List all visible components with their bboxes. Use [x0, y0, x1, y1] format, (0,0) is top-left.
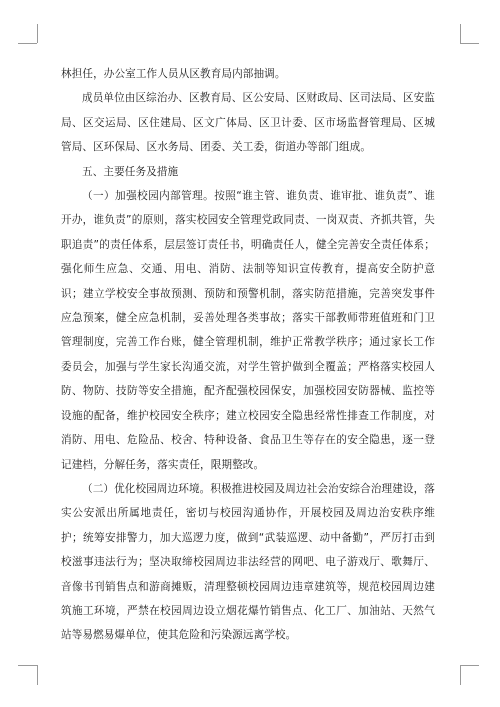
paragraph-continuation: 林担任，办公室工作人员从区教育局内部抽调。: [61, 68, 286, 80]
crop-mark-top-right: [460, 24, 461, 43]
crop-mark-top-right: [460, 43, 479, 44]
paragraph-surrounding-environment: （二）优化校园周边环境。积极推进校园及周边社会治安综合治理建设，落实公安派出所属地责任，密切与校园沟通协作，开展校园及周边治安秩序维护；统筹安排警力，加大巡逻力度，做到“武装巡逻、动中备勤”，严厉打击到校滋事违法行为；坚决取缔校园周边非法经营的网吧、电子游戏厅、歌舞厅、音像书刊销售点和游商摊贩，清理整顿校园周边违章建筑等，规范校园周边建筑施工环境，严禁在校园周边设立烟花爆竹销售点、化工厂、加油站、天然气站等易燃易爆单位，使其危险和污染源远离学校。: [61, 482, 435, 642]
crop-mark-top-left: [37, 24, 38, 43]
paragraph-member-units: 成员单位由区综治办、区教育局、区公安局、区财政局、区司法局、区安监局、区交运局、区住建局、区文广体局、区卫计委、区市场监督管理局、区城管局、区环保局、区水务局、团委、关工委，街道办等部门组成。: [61, 92, 435, 154]
crop-mark-bottom-left: [37, 665, 38, 685]
crop-mark-bottom-left: [18, 665, 37, 666]
crop-mark-bottom-right: [460, 665, 461, 685]
crop-mark-top-left: [18, 43, 37, 44]
paragraph-internal-management: （一）加强校园内部管理。按照“谁主管、谁负责、谁审批、谁负责”、谁开办，谁负责”的原则，落实校园安全管理党政同责、一岗双责、齐抓共管，失职追责”的责任体系，层层签订责任书，明确责任人，健全完善安全责任体系；强化师生应急、交通、用电、消防、法制等知识宣传教育，提高安全防护意识；建立学校安全事故预测、预防和预警机制，落实防范措施，完善突发事件应急预案，健全应急机制，妥善处理各类事故；落实干部教师带班值班和门卫管理制度，完善工作台账，健全管理机制，维护正常教学秩序；通过家长工作委员会，加强与学生家长沟通交流，对学生管护做到全覆盖；严格落实校园人防、物防、技防等安全措施，配齐配强校园保安，加强校园安防器械、监控等设施的配备，维护校园安全秩序；建立校园安全隐患经常性排查工作制度，对消防、用电、危险品、校舍、特种设备、食品卫生等存在的安全隐患，逐一登记建档，分解任务，落实责任，限期整改。: [61, 190, 435, 471]
crop-mark-bottom-right: [460, 665, 479, 666]
document-body: [61, 62, 435, 648]
section-heading: 五、主要任务及措施: [82, 165, 179, 178]
